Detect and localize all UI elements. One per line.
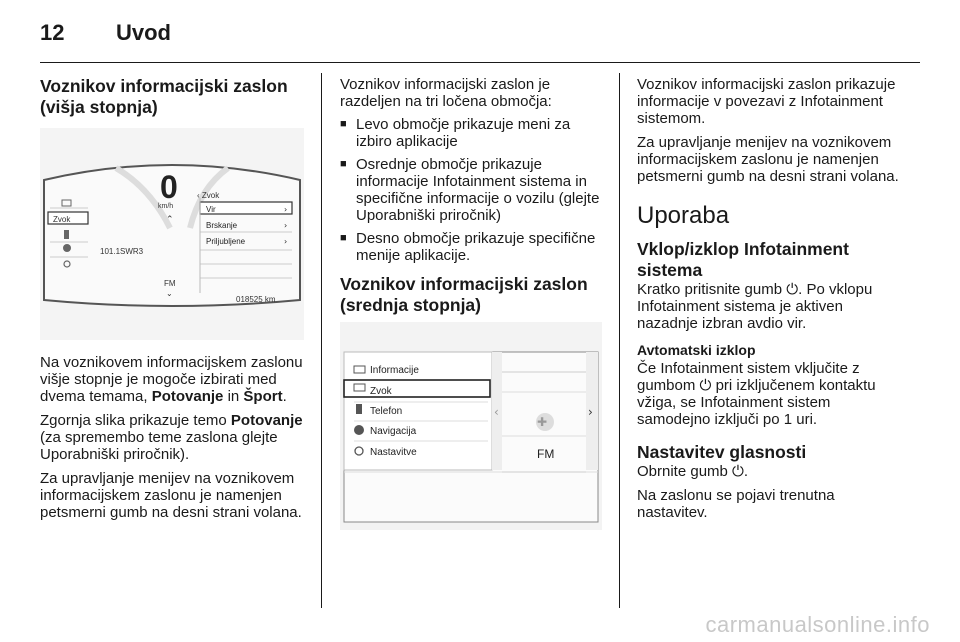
subsection-heading-power: Vklop/izklop Infotainment sistema (637, 239, 849, 280)
power-icon: ⏻ (732, 463, 744, 480)
mid-level-display-image (340, 322, 602, 530)
page-number: 12 (40, 20, 65, 45)
display-illustration (40, 128, 304, 340)
right-menu-item: Brskanje (206, 221, 238, 230)
svg-text:›: › (284, 221, 288, 230)
column-divider (619, 73, 620, 608)
list-item: ■ Desno območje prikazuje specifične menije aplikacije. (340, 230, 604, 264)
left-menu-selected: Zvok (53, 215, 71, 224)
header-rule (40, 62, 920, 63)
column-1 (40, 76, 304, 528)
back-label: ‹ Zvok (197, 191, 220, 200)
column-2 (340, 76, 604, 530)
menu-item-navigation: Navigacija (370, 426, 417, 437)
paragraph: Voznikov informacijski zaslon prikazuje informacije v povezavi z Infotainment sistemom. (637, 76, 896, 127)
right-menu-item: Priljubljene (206, 237, 246, 246)
speed-unit: km/h (158, 203, 174, 210)
display-illustration (340, 322, 602, 530)
chevron-up-icon: ⌃ (166, 215, 174, 225)
column-3 (637, 76, 905, 528)
menu-item-sound: Zvok (370, 386, 392, 397)
menu-item-phone: Telefon (370, 406, 403, 417)
list-item: ■ Osrednje območje prikazuje informacije Infotainment sistema in specifične informacije o vozilu (glejte Uporabniški priročnik) (340, 156, 604, 224)
watermark: carmanualsonline.info (705, 612, 930, 637)
paragraph: Zgornja slika prikazuje temo Potovanje (za spremembo teme zaslona glejte Uporabniški priročnik). (40, 412, 303, 463)
paragraph: Kratko pritisnite gumb ⏻. Po vklopu Infotainment sistema je aktiven nazadnje izbran avdio vir. (637, 281, 873, 332)
column-divider (321, 73, 322, 608)
power-icon: ⏻ (699, 377, 712, 394)
menu-item-settings: Nastavitve (370, 447, 417, 458)
svg-text:›: › (284, 205, 288, 214)
band-label: FM (164, 279, 176, 288)
paragraph: Obrnite gumb ⏻. (637, 463, 749, 480)
paragraph: Če Infotainment sistem vključite z gumbom ⏻ pri izključenem kontaktu vžiga, se Infotainment sistem samodejno izključi po 1 uri. (637, 360, 876, 428)
page-header (40, 16, 920, 50)
paragraph: Na voznikovem informacijskem zaslonu višje stopnje je mogoče izbirati med dvema temama, Potovanje in Šport. (40, 354, 303, 405)
speed-value: 0 (160, 169, 178, 205)
bullet-list (340, 116, 604, 264)
right-menu-item: Vir (206, 205, 216, 214)
odometer: 018525 km (236, 295, 276, 304)
subsection-heading-volume: Nastavitev glasnosti (637, 442, 807, 462)
chevron-down-icon: ⌄ (166, 289, 173, 298)
paragraph: Za upravljanje menijev na voznikovem informacijskem zaslonu je namenjen petsmerni gumb na desni strani volana. (637, 134, 899, 185)
radio-icon: ✚ (537, 415, 548, 429)
band-label: FM (537, 447, 555, 461)
chevron-right-icon: › (588, 405, 593, 419)
section-heading-uporaba: Uporaba (637, 202, 730, 229)
upper-level-display-image (40, 128, 304, 340)
section-title-upper: Voznikov informacijski zaslon (višja stopnja) (40, 76, 288, 117)
subheading-auto-off: Avtomatski izklop (637, 342, 756, 358)
paragraph: Voznikov informacijski zaslon je razdeljen na tri ločena območja: (340, 76, 552, 110)
svg-text:›: › (284, 237, 288, 246)
chevron-left-icon: ‹ (494, 405, 499, 419)
station-name: 101.1SWR3 (100, 247, 144, 256)
list-item: ■ Levo območje prikazuje meni za izbiro aplikacije (340, 116, 604, 150)
section-title-mid: Voznikov informacijski zaslon (srednja stopnja) (340, 274, 588, 315)
paragraph: Na zaslonu se pojavi trenutna nastavitev. (637, 487, 835, 521)
chapter-title: Uvod (116, 20, 171, 45)
paragraph: Za upravljanje menijev na voznikovem informacijskem zaslonu je namenjen petsmerni gumb na desni strani volana. (40, 470, 302, 521)
menu-item-info: Informacije (370, 365, 419, 376)
power-icon: ⏻ (786, 281, 799, 298)
